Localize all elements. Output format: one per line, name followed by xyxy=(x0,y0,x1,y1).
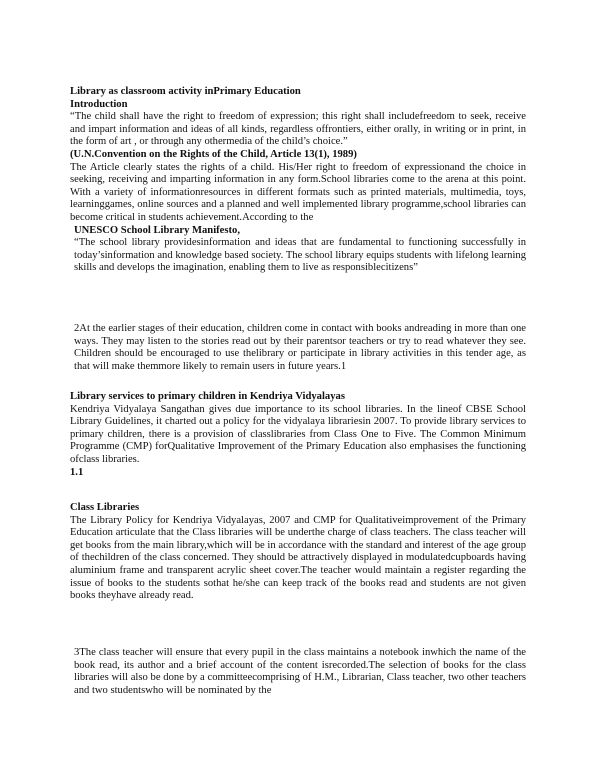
manifesto-quote: “The school library providesinformation and ideas that are fundamental to functioning successfully in today’sinformation and knowledge based society. The school library equips students with lifelong learning skills and develops the imagination, enabling them to live as responsiblecitizens” xyxy=(74,237,526,274)
class-libraries-paragraph: The Library Policy for Kendriya Vidyalayas, 2007 and CMP for Qualitativeimprovement of the Primary Education articulate that the Class libraries will be underthe charge of class teachers. The class teacher will get books from the main library,which will be in accordance with the standard and interest of the age group of thechildren of the class concerned. They should be attractively displayed in modulatedcupboards having aluminium frame and transparent acrylic sheet cover.The teacher would maintain a register regarding the issue of books to the students sothat he/she can keep track of the books read and students are not given books theyhave already read. xyxy=(70,514,526,602)
intro-paragraph: The Article clearly states the rights of a child. His/Her right to freedom of expressionand the choice in seeking, receiving and imparting information in any form.School libraries come to the arena at this point. With a variety of informationresources in different formats such as printed materials, multimedia, toys, learninggames, online sources and a planned and well implemented library programme,school libraries can become critical in students achievement.According to the xyxy=(70,161,526,223)
document-title: Library as classroom activity inPrimary Education xyxy=(70,86,301,97)
crc-quote: “The child shall have the right to freedom of expression; this right shall includefreedom to seek, receive and impart information and ideas of all kinds, regardless offrontiers, either orally, in writing or in print, in the form of art , or through any othermedia of the child’s choice.” xyxy=(70,111,526,148)
crc-quote-source: (U.N.Convention on the Rights of the Child, Article 13(1), 1989) xyxy=(70,148,357,160)
early-stages-paragraph: 2At the earlier stages of their education, children come in contact with books andreading in more than one ways. They may listen to the stories read out by their parentsor teachers or try to read whatever they see. Children should be encouraged to use thelibrary or participate in library activities in this tender age, as that will make themmore likely to remain users in future years.1 xyxy=(74,323,526,372)
section-number: 1.1 xyxy=(70,466,84,478)
class-teacher-paragraph: 3The class teacher will ensure that every pupil in the class maintains a notebook inwhich the name of the book read, its author and a brief account of the content isrecorded.The selection of books for the class libraries will also be done by a committeecomprising of H.M., Librarian, Class teacher, two other teachers and two studentswho will be nominated by the xyxy=(74,647,526,696)
class-libraries-block xyxy=(70,502,526,603)
intro-block xyxy=(70,86,526,275)
early-stages-block xyxy=(70,323,526,373)
intro-heading: Introduction xyxy=(70,98,128,110)
kv-services-block xyxy=(70,391,526,479)
manifesto-heading: UNESCO School Library Manifesto, xyxy=(74,224,240,236)
kv-services-heading: Library services to primary children in Kendriya Vidyalayas xyxy=(70,391,345,402)
class-teacher-block xyxy=(70,647,526,697)
kv-services-paragraph: Kendriya Vidyalaya Sangathan gives due importance to its school libraries. In the lineof CBSE School Library Guidelines, it charted out a policy for the vidyalaya librariesin 2007. To provide library services to primary children, there is a provision of classlibraries from Class One to Five. The Common Minimum Programme (CMP) forQualitative Improvement of the Primary Education also emphasises the functioning ofclass libraries. xyxy=(70,403,526,465)
class-libraries-heading: Class Libraries xyxy=(70,502,140,513)
